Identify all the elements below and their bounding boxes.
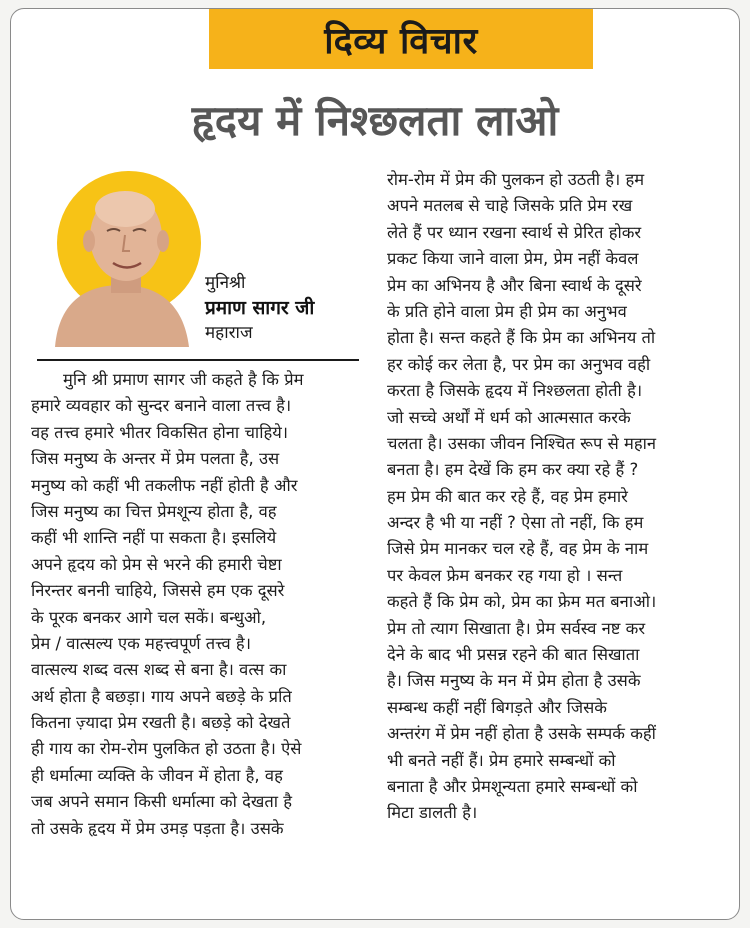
text-line: प्रेम / वात्सल्य एक महत्त्वपूर्ण तत्त्व है। (31, 633, 251, 653)
text-line: होता है। सन्त कहते हैं कि प्रेम का अभिनय तो (387, 328, 656, 348)
text-line: ही गाय का रोम-रोम पुलकित हो उठता है। ऐसे (31, 739, 302, 759)
text-line: अर्थ होता है बछड़ा। गाय अपने बछड़े के प्रति (31, 686, 292, 706)
section-title: दिव्य विचार (324, 20, 478, 62)
text-line: जो सच्चे अर्थों में धर्म को आत्मसात करके (387, 407, 631, 427)
text-line: अन्तरंग में प्रेम नहीं होता है उसके सम्पर्क कहीं (387, 724, 656, 744)
text-line: पर केवल फ्रेम बनकर रह गया हो । सन्त (387, 565, 623, 585)
text-line: बनाता है और प्रेमशून्यता हमारे सम्बन्धों को (387, 776, 638, 796)
text-line: वात्सल्य शब्द वत्स शब्द से बना है। वत्स का (31, 660, 287, 680)
text-line: करता है जिसके हृदय में निश्छलता होती है। (387, 381, 643, 401)
author-portrait (41, 169, 201, 347)
text-line: प्रकट किया जाने वाला प्रेम, प्रेम नहीं केवल (387, 249, 639, 269)
text-line: प्रेम तो त्याग सिखाता है। प्रेम सर्वस्व नष्ट कर (387, 618, 646, 638)
article-column-right (387, 167, 725, 827)
text-line: हर कोई कर लेता है, पर प्रेम का अनुभव वही (387, 354, 651, 374)
text-line: है। जिस मनुष्य के मन में प्रेम होता है उसके (387, 671, 641, 691)
text-line: कितना ज़्यादा प्रेम रखती है। बछड़े को देखते (31, 713, 291, 733)
text-line: जब अपने समान किसी धर्मात्मा को देखता है (31, 792, 293, 812)
text-line: हम प्रेम की बात कर रहे हैं, वह प्रेम हमारे (387, 486, 628, 506)
byline-divider (37, 359, 359, 361)
text-line: बनता है। हम देखें कि हम कर क्या रहे हैं ? (387, 460, 639, 480)
newspaper-clipping (10, 8, 740, 920)
text-line: भी बनते नहीं हैं। प्रेम हमारे सम्बन्धों को (387, 750, 616, 770)
text-line: निरन्तर बननी चाहिये, जिससे हम एक दूसरे (31, 581, 285, 601)
text-line: अपने मतलब से चाहे जिसके प्रति प्रेम रख (387, 196, 633, 216)
article-column-left (31, 367, 367, 842)
text-line: सम्बन्ध कहीं नहीं बिगड़ते और जिसके (387, 697, 607, 717)
text-line: के पूरक बनकर आगे चल सकें। बन्धुओ, (31, 607, 267, 627)
text-line: चलता है। उसका जीवन निश्चित रूप से महान (387, 433, 657, 453)
text-line: तो उसके हृदय में प्रेम उमड़ पड़ता है। उसके (31, 818, 284, 838)
text-line: मुनि श्री प्रमाण सागर जी कहते है कि प्रेम (63, 370, 304, 389)
text-line: मनुष्य को कहीं भी तकलीफ नहीं होती है और (31, 475, 298, 495)
text-line: कहते हैं कि प्रेम को, प्रेम का फ्रेम मत बनाओ। (387, 592, 657, 612)
text-line: लेते हैं पर ध्यान रखना स्वार्थ से प्रेरित होकर (387, 222, 642, 242)
text-line: ही धर्मात्मा व्यक्ति के जीवन में होता है, वह (31, 765, 283, 785)
text-line: रोम-रोम में प्रेम की पुलकन हो उठती है। हम (387, 170, 645, 189)
author-prefix: मुनिश्री (205, 273, 246, 293)
text-line: के प्रति होने वाला प्रेम ही प्रेम का अनुभव (387, 301, 627, 321)
author-name: प्रमाण सागर जी (205, 297, 315, 319)
author-suffix: महाराज (205, 323, 253, 343)
text-line: मिटा डालती है। (387, 803, 478, 823)
section-banner (209, 9, 593, 69)
text-line: अपने हृदय को प्रेम से भरने की हमारी चेष्टा (31, 554, 282, 574)
text-line: प्रेम का अभिनय है और बिना स्वार्थ के दूसरे (387, 275, 642, 295)
text-line: जिस मनुष्य के अन्तर में प्रेम पलता है, उस (31, 449, 280, 469)
author-byline (205, 271, 314, 345)
text-line: वह तत्त्व हमारे भीतर विकसित होना चाहिये। (31, 422, 289, 442)
text-line: हमारे व्यवहार को सुन्दर बनाने वाला तत्त्व है। (31, 396, 292, 416)
text-line: जिसे प्रेम मानकर चल रहे हैं, वह प्रेम के नाम (387, 539, 649, 559)
article-headline: हृदय में निश्छलता लाओ (191, 96, 559, 145)
text-line: देने के बाद भी प्रसन्न रहने की बात सिखाता (387, 645, 640, 665)
text-line: जिस मनुष्य का चित्त प्रेमशून्य होता है, वह (31, 501, 277, 521)
text-line: अन्दर है भी या नहीं ? ऐसा तो नहीं, कि हम (387, 513, 644, 533)
text-line: कहीं भी शान्ति नहीं पा सकता है। इसलिये (31, 528, 277, 548)
